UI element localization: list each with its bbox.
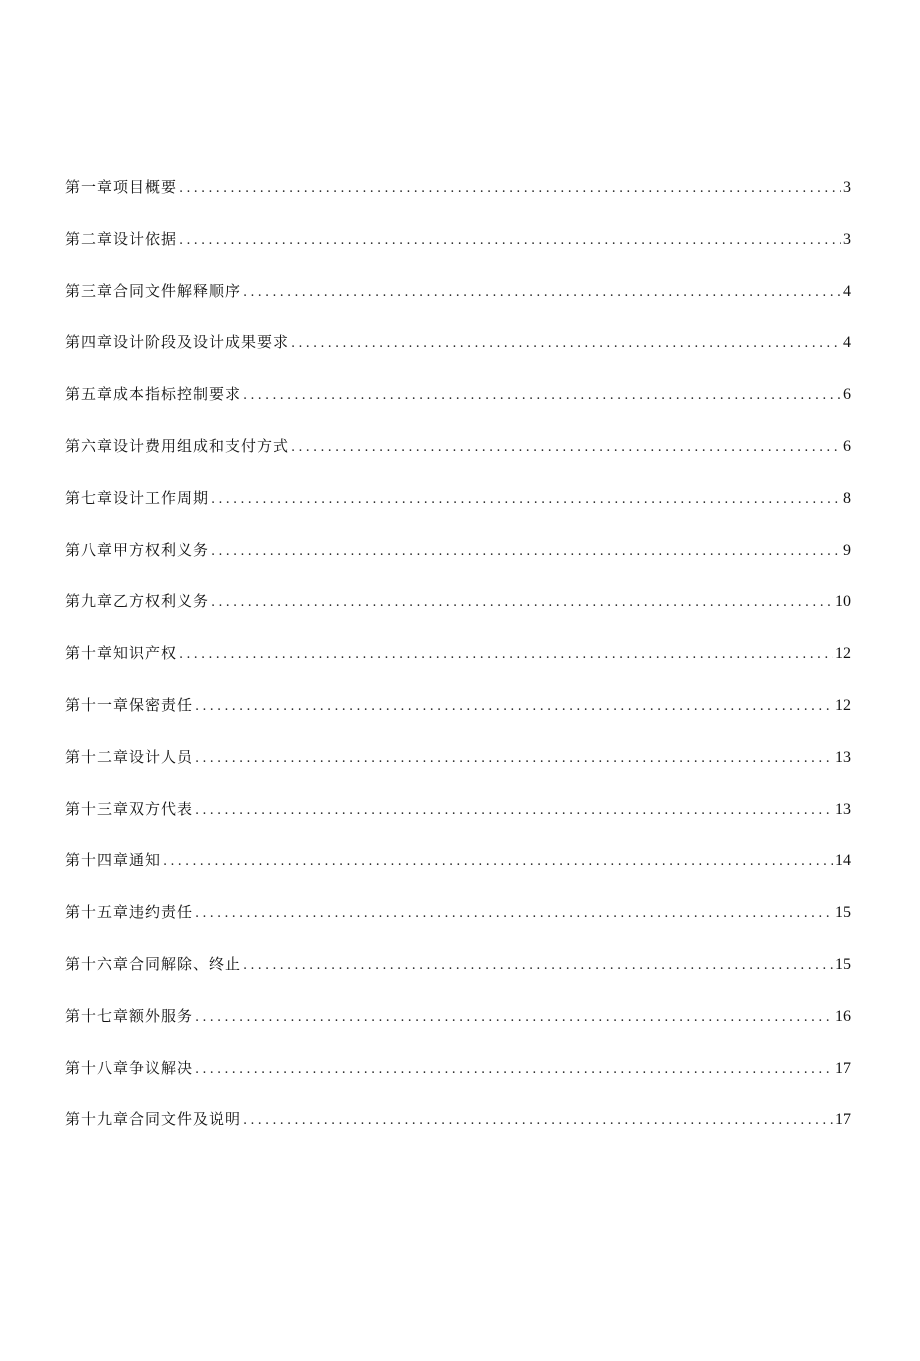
toc-dot-leader [211, 592, 833, 614]
toc-entry[interactable] [65, 901, 851, 953]
toc-entry-title: 第十六章合同解除、终止 [65, 954, 242, 973]
toc-dot-leader [195, 696, 833, 718]
toc-entry-page: 4 [843, 334, 851, 352]
toc-entry-page: 6 [843, 386, 851, 404]
toc-entry-title: 第十二章设计人员 [65, 747, 194, 766]
toc-entry-page: 13 [835, 800, 851, 818]
toc-dot-leader [195, 1059, 833, 1081]
toc-entry-title: 第十九章合同文件及说明 [65, 1110, 242, 1129]
toc-dot-leader [291, 333, 841, 355]
toc-entry-page: 15 [835, 955, 851, 973]
toc-entry-title: 第九章乙方权利义务 [65, 592, 210, 611]
toc-entry-title: 第二章设计依据 [65, 229, 178, 248]
toc-entry[interactable] [65, 590, 851, 642]
toc-entry-title: 第十七章额外服务 [65, 1006, 194, 1025]
toc-entry-title: 第十五章违约责任 [65, 903, 194, 922]
toc-entry[interactable] [65, 228, 851, 280]
toc-dot-leader [291, 437, 841, 459]
toc-entry-page: 17 [835, 1111, 851, 1129]
toc-entry-page: 3 [843, 179, 851, 196]
toc-entry-title: 第七章设计工作周期 [65, 488, 210, 507]
toc-entry-title: 第四章设计阶段及设计成果要求 [65, 333, 290, 352]
toc-entry-title: 第十一章保密责任 [65, 695, 194, 714]
toc-dot-leader [243, 955, 833, 977]
toc-entry[interactable] [65, 642, 851, 694]
toc-entry-page: 8 [843, 489, 851, 507]
toc-entry[interactable] [65, 1108, 851, 1160]
toc-entry-page: 17 [835, 1059, 851, 1077]
toc-entry[interactable] [65, 280, 851, 332]
toc-entry[interactable] [65, 487, 851, 539]
toc-dot-leader [179, 644, 833, 666]
toc-entry[interactable] [65, 746, 851, 798]
toc-dot-leader [163, 851, 833, 873]
toc-entry-title: 第五章成本指标控制要求 [65, 385, 242, 404]
toc-entry[interactable] [65, 798, 851, 850]
toc-entry-page: 12 [835, 645, 851, 663]
toc-entry-page: 3 [843, 230, 851, 248]
toc-dot-leader [211, 541, 841, 563]
toc-entry[interactable] [65, 176, 851, 228]
toc-dot-leader [179, 230, 841, 252]
toc-entry[interactable] [65, 331, 851, 383]
toc-entry[interactable] [65, 435, 851, 487]
toc-dot-leader [195, 748, 833, 770]
toc-entry-title: 第八章甲方权利义务 [65, 540, 210, 559]
toc-entry-title: 第十四章通知 [65, 851, 162, 870]
toc-dot-leader [243, 282, 841, 304]
toc-entry[interactable] [65, 953, 851, 1005]
toc-dot-leader [243, 385, 841, 407]
toc-dot-leader [179, 178, 841, 200]
table-of-contents [65, 176, 851, 1160]
toc-dot-leader [195, 903, 833, 925]
toc-entry[interactable] [65, 1057, 851, 1109]
toc-dot-leader [195, 1007, 833, 1029]
toc-entry-page: 4 [843, 282, 851, 300]
toc-entry[interactable] [65, 1005, 851, 1057]
toc-entry-page: 9 [843, 541, 851, 559]
toc-entry-title: 第十三章双方代表 [65, 799, 194, 818]
toc-entry[interactable] [65, 539, 851, 591]
toc-entry[interactable] [65, 383, 851, 435]
toc-entry-page: 6 [843, 437, 851, 455]
toc-entry[interactable] [65, 694, 851, 746]
toc-entry-title: 第十章知识产权 [65, 644, 178, 663]
toc-entry-page: 16 [835, 1007, 851, 1025]
toc-entry-page: 15 [835, 904, 851, 922]
toc-dot-leader [243, 1110, 833, 1132]
toc-entry-page: 12 [835, 696, 851, 714]
toc-entry-page: 10 [835, 593, 851, 611]
toc-entry-title: 第六章设计费用组成和支付方式 [65, 436, 290, 455]
toc-dot-leader [195, 800, 833, 822]
toc-entry-page: 14 [835, 852, 851, 870]
toc-entry-title: 第三章合同文件解释顺序 [65, 281, 242, 300]
toc-dot-leader [211, 489, 841, 511]
toc-entry-title: 第十八章争议解决 [65, 1058, 194, 1077]
toc-entry-page: 13 [835, 748, 851, 766]
toc-entry[interactable] [65, 849, 851, 901]
toc-entry-title: 第一章项目概要 [65, 178, 178, 196]
